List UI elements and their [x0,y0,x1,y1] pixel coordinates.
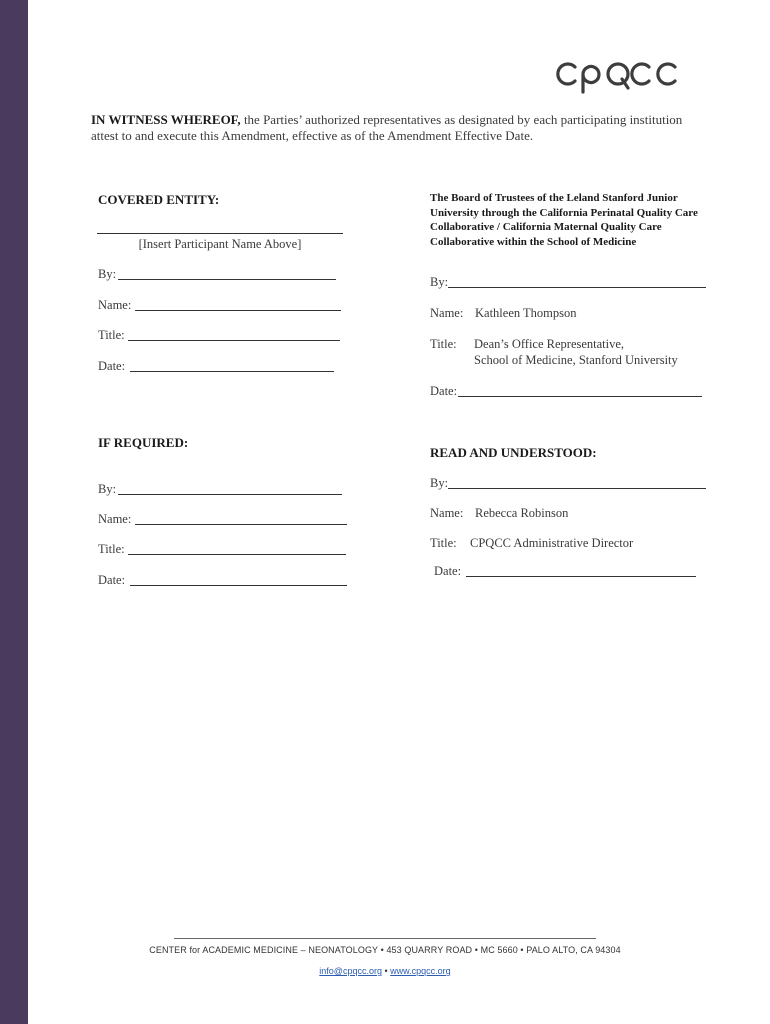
covered-entity-heading: COVERED ENTITY: [98,192,220,207]
if-required-name-line[interactable] [135,524,347,525]
board-date-line[interactable] [458,396,702,397]
board-title-line1: Dean’s Office Representative, [474,337,625,351]
board-date-label: Date: [430,384,458,398]
board-name-label: Name: [430,306,464,320]
witness-clause-bold: IN WITNESS WHEREOF, [91,112,241,127]
if-required-title-label: Title: [98,542,125,556]
board-title-label: Title: [430,337,457,351]
covered-name-line[interactable] [135,310,341,311]
read-title-label: Title: [430,536,457,550]
witness-clause [91,112,691,144]
if-required-name-label: Name: [98,512,132,526]
read-title-value: CPQCC Administrative Director [470,536,634,550]
read-by-label: By: [430,476,449,490]
read-date-line[interactable] [466,576,696,577]
covered-by-signature-line[interactable] [118,279,336,280]
if-required-heading: IF REQUIRED: [98,435,189,450]
witness-clause-text: the Parties’ authorized representatives as designated by each participating institution attest to and execute this Amendment, effective as of the Amendment Effective Date. [91,112,683,143]
board-title-line2: School of Medicine, Stanford University [474,353,678,367]
read-name-label: Name: [430,506,464,520]
covered-by-label: By: [98,267,117,281]
if-required-date-label: Date: [98,573,126,587]
covered-title-label: Title: [98,328,125,342]
if-required-by-signature-line[interactable] [118,494,342,495]
footer-link-separator: • [384,966,388,976]
read-by-signature-line[interactable] [448,488,706,489]
footer-contact-links [100,966,670,976]
covered-date-label: Date: [98,359,126,373]
cpqcc-logo [556,54,680,94]
board-name-value: Kathleen Thompson [475,306,577,320]
footer-email-link[interactable]: info@cpqcc.org [319,966,382,976]
stanford-board-heading: The Board of Trustees of the Leland Stanford Junior University through the California Perinatal Quality Care Collaborative / California Maternal Quality Care Collaborative within the School of Medicine [430,192,698,248]
participant-name-placeholder: [Insert Participant Name Above] [138,237,302,251]
covered-date-line[interactable] [130,371,334,372]
board-by-signature-line[interactable] [448,287,706,288]
if-required-date-line[interactable] [130,585,347,586]
side-accent-bar [0,0,28,1024]
read-name-value: Rebecca Robinson [475,506,569,520]
footer-website-link[interactable]: www.cpqcc.org [390,966,451,976]
participant-name-line[interactable] [97,233,343,234]
board-by-label: By: [430,275,449,289]
read-understood-heading: READ AND UNDERSTOOD: [430,445,597,460]
if-required-title-line[interactable] [128,554,346,555]
footer-address: CENTER for ACADEMIC MEDICINE – NEONATOLOGY • 453 QUARRY ROAD • MC 5660 • PALO ALTO, CA 94304 [149,945,621,955]
covered-title-line[interactable] [128,340,340,341]
footer-divider [174,938,596,939]
if-required-by-label: By: [98,482,117,496]
read-date-label: Date: [434,564,462,578]
covered-name-label: Name: [98,298,132,312]
